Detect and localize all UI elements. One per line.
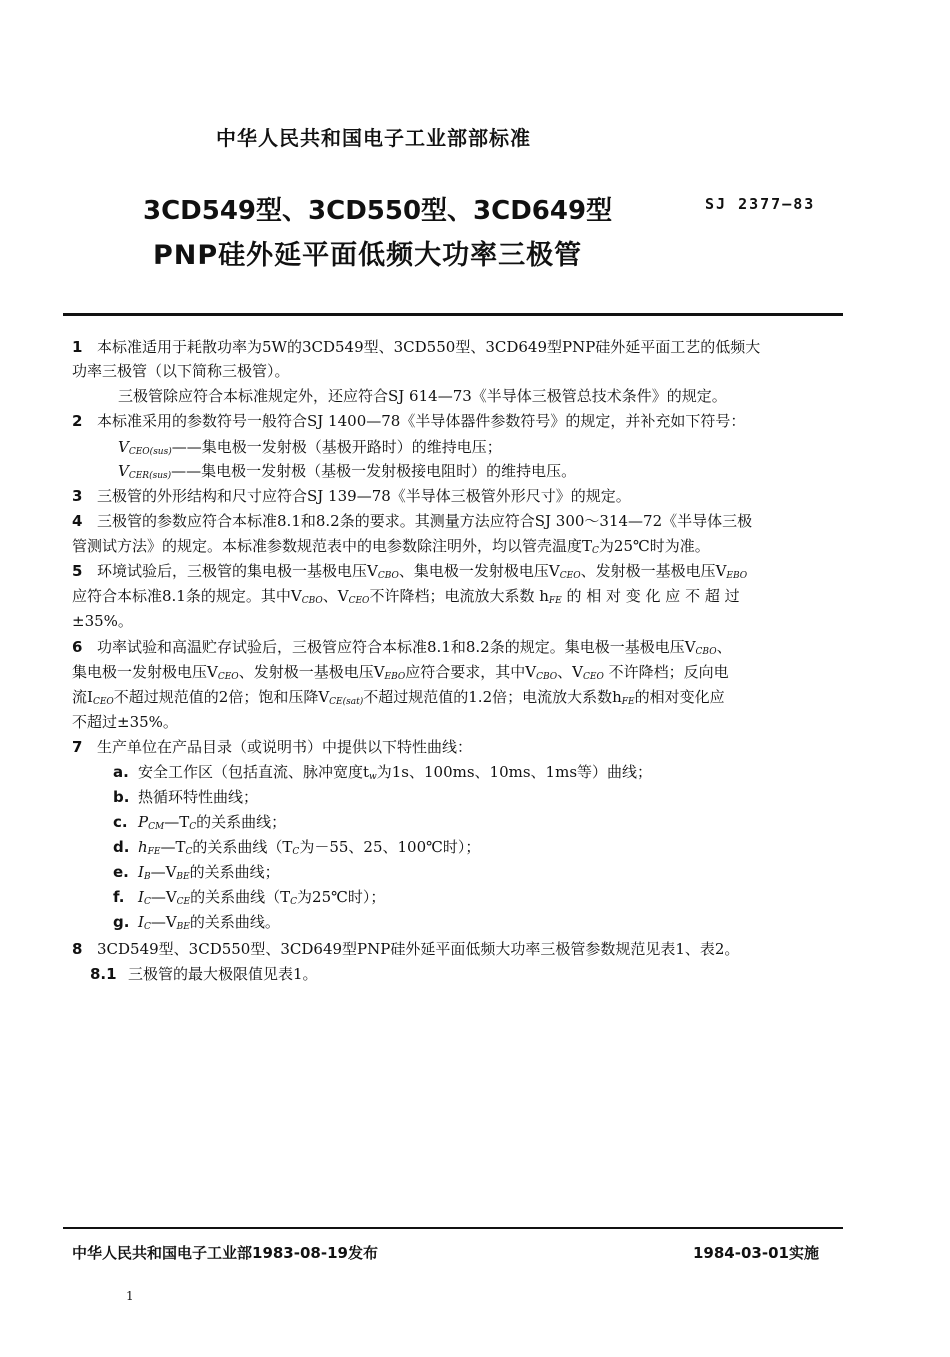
clause-2-symbol-1: $V_{CEO(sus)}——$集电极一发射极（基极开路时）的维持电压； bbox=[118, 438, 502, 457]
clause-7-item-d: d. $h_{FE}—T_C$的关系曲线（$T_C$为－55、25、100℃时）； bbox=[113, 838, 481, 857]
clause-7-line-1: 7 生产单位在产品目录（或说明书）中提供以下特性曲线： bbox=[72, 738, 473, 756]
document-title-line1: 3CD549型、3CD550型、3CD649型 bbox=[143, 196, 613, 226]
clause-5-line-2: 应符合本标准8.1条的规定。其中$V_{CBO}$、$V_{CEO}$不许降档；电流放大系数 $h_{FE}$ 的 相 对 变 化 应 不 超 过 bbox=[72, 587, 740, 606]
clause-7-item-b: b. 热循环特性曲线； bbox=[113, 788, 259, 806]
clause-7-item-f: f. $I_C—V_{CE}$的关系曲线（$T_C$为25℃时）； bbox=[113, 888, 386, 907]
clause-7-item-g: g. $I_C—V_{BE}$的关系曲线。 bbox=[113, 913, 280, 932]
effective-date: 1984-03-01实施 bbox=[693, 1244, 819, 1262]
standard-code: SJ 2377—83 bbox=[705, 195, 816, 213]
clause-8-line-1: 8 3CD549型、3CD550型、3CD649型PNP硅外延平面低频大功率三极管参数规范见表1、表2。 bbox=[72, 940, 740, 958]
clause-6-line-3: 流$I_{CEO}$不超过规范值的2倍；饱和压降$V_{CE(sat)}$不超过规范值的1.2倍；电流放大系数$h_{FE}$的相对变化应 bbox=[72, 688, 725, 707]
clause-1-line-3: 三极管除应符合本标准规定外，还应符合SJ 614—73《半导体三极管总技术条件》的规定。 bbox=[118, 387, 727, 405]
clause-5-line-3: ±35%。 bbox=[72, 612, 133, 630]
clause-8-1-line-1: 8.1 三极管的最大极限值见表1。 bbox=[90, 965, 318, 983]
page-number: 1 bbox=[126, 1289, 134, 1303]
clause-6-line-1: 6 功率试验和高温贮存试验后，三极管应符合本标准8.1和8.2条的规定。集电极一基极电压$V_{CBO}$、 bbox=[72, 638, 732, 657]
clause-7-item-c: c. $P_{CM}—T_C$的关系曲线； bbox=[113, 813, 287, 832]
clause-4-line-2: 管测试方法》的规定。本标准参数规范表中的电参数除注明外，均以管壳温度$T_C$为25℃时为准。 bbox=[72, 537, 710, 556]
clause-6-line-2: 集电极一发射极电压$V_{CEO}$、发射极一基极电压$V_{EBO}$应符合要求，其中$V_{CBO}$、$V_{CEO}$ 不许降档；反向电 bbox=[72, 663, 729, 682]
clause-1-line-2: 功率三极管（以下简称三极管）。 bbox=[72, 362, 290, 380]
document-title-line2: PNP硅外延平面低频大功率三极管 bbox=[153, 240, 583, 271]
header-divider bbox=[63, 313, 843, 316]
issue-date: 中华人民共和国电子工业部1983-08-19发布 bbox=[72, 1244, 378, 1262]
clause-6-line-4: 不超过±35%。 bbox=[72, 713, 178, 731]
clause-1-line-1: 1 本标准适用于耗散功率为5W的3CD549型、3CD550型、3CD649型PNP硅外延平面工艺的低频大 bbox=[72, 338, 761, 356]
clause-3-line-1: 3 三极管的外形结构和尺寸应符合SJ 139—78《半导体三极管外形尺寸》的规定。 bbox=[72, 487, 631, 505]
footer-divider bbox=[63, 1227, 843, 1229]
clause-7-item-a: a. 安全工作区（包括直流、脉冲宽度$t_w$为1s、100ms、10ms、1ms等）曲线； bbox=[113, 763, 653, 782]
clause-5-line-1: 5 环境试验后，三极管的集电极一基极电压$V_{CBO}$、集电极一发射极电压$V_{CEO}$、发射极一基极电压$V_{EBO}$ bbox=[72, 562, 748, 581]
clause-4-line-1: 4 三极管的参数应符合本标准8.1和8.2条的要求。其测量方法应符合SJ 300～314—72《半导体三极 bbox=[72, 512, 753, 530]
clause-2-line-1: 2 本标准采用的参数符号一般符合SJ 1400—78《半导体器件参数符号》的规定，并补充如下符号： bbox=[72, 412, 746, 430]
clause-7-item-e: e. $I_B—V_{BE}$的关系曲线； bbox=[113, 863, 280, 882]
issuer-heading: 中华人民共和国电子工业部部标准 bbox=[216, 126, 531, 150]
clause-2-symbol-2: $V_{CER(sus)}——$集电极一发射极（基极一发射极接电阻时）的维持电压。 bbox=[118, 462, 577, 481]
